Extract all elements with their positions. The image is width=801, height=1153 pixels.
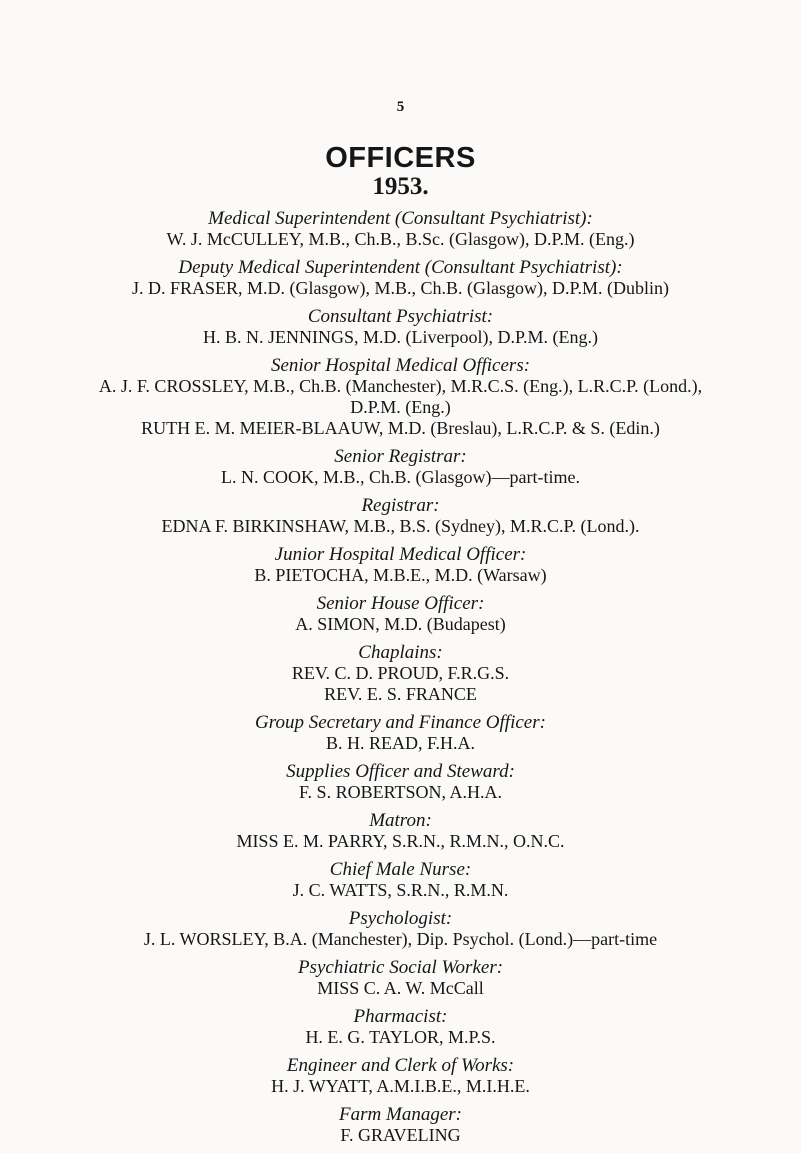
officer-name: F. GRAVELING [340, 1125, 461, 1145]
officer-list [0, 208, 801, 1153]
officer-role: Consultant Psychiatrist: [307, 306, 494, 327]
officer-entry [0, 257, 801, 299]
page-title: OFFICERS [325, 142, 476, 174]
officer-role: Senior Hospital Medical Officers: [270, 355, 531, 376]
officer-role: Junior Hospital Medical Officer: [274, 544, 527, 565]
officer-name: J. C. WATTS, S.R.N., R.M.N. [292, 880, 509, 900]
officer-name: A. J. F. CROSSLEY, M.B., Ch.B. (Manchester), M.R.C.S. (Eng.), L.R.C.P. (Lond.), [98, 376, 703, 396]
officer-entry [0, 306, 801, 348]
officer-name: H. J. WYATT, A.M.I.B.E., M.I.H.E. [271, 1076, 530, 1096]
officer-entry [0, 810, 801, 852]
officer-entry [0, 761, 801, 803]
officer-entry [0, 593, 801, 635]
officer-entry [0, 495, 801, 537]
officer-name: MISS C. A. W. McCall [317, 978, 484, 998]
officer-name: MISS E. M. PARRY, S.R.N., R.M.N., O.N.C. [236, 831, 565, 851]
officer-role: Engineer and Clerk of Works: [286, 1055, 515, 1076]
officer-role: Chief Male Nurse: [329, 859, 472, 880]
officer-name: W. J. McCULLEY, M.B., Ch.B., B.Sc. (Glasgow), D.P.M. (Eng.) [166, 229, 635, 249]
officer-name: EDNA F. BIRKINSHAW, M.B., B.S. (Sydney), M.R.C.P. (Lond.). [161, 516, 640, 536]
officer-role: Pharmacist: [353, 1006, 448, 1027]
officer-name: D.P.M. (Eng.) [350, 397, 451, 417]
officer-name: A. SIMON, M.D. (Budapest) [295, 614, 506, 634]
officer-entry [0, 1055, 801, 1097]
officer-role: Senior House Officer: [316, 593, 485, 614]
officer-entry [0, 208, 801, 250]
officer-role: Matron: [369, 810, 432, 831]
officer-name: REV. C. D. PROUD, F.R.G.S. [291, 663, 510, 683]
officer-role: Psychiatric Social Worker: [297, 957, 504, 978]
officer-role: Group Secretary and Finance Officer: [255, 712, 546, 733]
officer-entry [0, 446, 801, 488]
officer-name: J. D. FRASER, M.D. (Glasgow), M.B., Ch.B. (Glasgow), D.P.M. (Dublin) [131, 278, 670, 298]
officer-name: F. S. ROBERTSON, A.H.A. [298, 782, 503, 802]
officer-entry [0, 1104, 801, 1146]
officer-name: J. L. WORSLEY, B.A. (Manchester), Dip. Psychol. (Lond.)—part-time [143, 929, 658, 949]
officer-entry [0, 957, 801, 999]
officer-name: RUTH E. M. MEIER-BLAAUW, M.D. (Breslau), L.R.C.P. & S. (Edin.) [141, 418, 660, 438]
officer-entry [0, 908, 801, 950]
officer-name: B. PIETOCHA, M.B.E., M.D. (Warsaw) [254, 565, 547, 585]
officer-entry [0, 642, 801, 705]
officer-name: REV. E. S. FRANCE [324, 684, 477, 704]
officer-entry [0, 355, 801, 439]
officer-name: L. N. COOK, M.B., Ch.B. (Glasgow)—part-time. [221, 467, 580, 487]
officer-role: Deputy Medical Superintendent (Consultant Psychiatrist): [178, 257, 623, 278]
officer-role: Psychologist: [348, 908, 453, 929]
officer-name: H. B. N. JENNINGS, M.D. (Liverpool), D.P.M. (Eng.) [203, 327, 598, 347]
officer-name: B. H. READ, F.H.A. [325, 733, 476, 753]
officer-role: Chaplains: [358, 642, 443, 663]
officer-entry [0, 712, 801, 754]
officer-role: Registrar: [361, 495, 440, 516]
officer-role: Supplies Officer and Steward: [286, 761, 515, 782]
officer-role: Medical Superintendent (Consultant Psychiatrist): [208, 208, 593, 229]
officer-entry [0, 1006, 801, 1048]
officer-entry [0, 544, 801, 586]
page-number: 5 [396, 99, 405, 115]
officer-role: Senior Registrar: [334, 446, 467, 467]
officer-entry [0, 859, 801, 901]
officer-role: Farm Manager: [339, 1104, 462, 1125]
officer-name: H. E. G. TAYLOR, M.P.S. [305, 1027, 496, 1047]
page-year: 1953. [372, 173, 429, 200]
